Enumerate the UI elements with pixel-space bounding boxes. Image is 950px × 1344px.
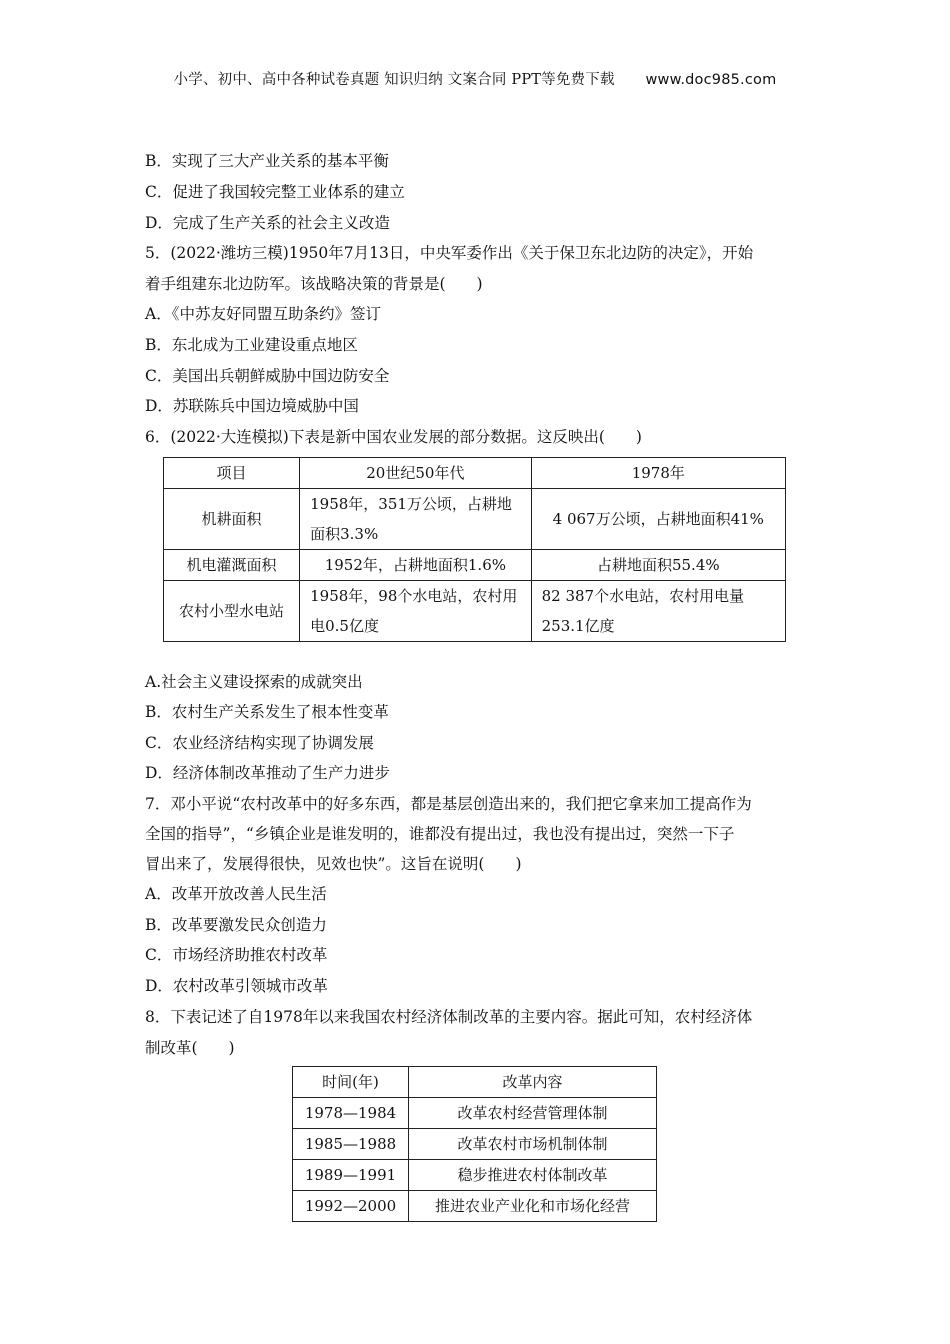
question-5-line-2: 着手组建东北边防军。该战略决策的背景是( )	[145, 275, 483, 293]
question-6: 6．(2022·大连模拟)下表是新中国农业发展的部分数据。这反映出( )	[145, 428, 642, 446]
table-cell: 1978—1984	[293, 1098, 409, 1129]
option-5b: B．东北成为工业建设重点地区	[145, 336, 358, 354]
option-7d: D．农村改革引领城市改革	[145, 977, 328, 995]
option-6d: D．经济体制改革推动了生产力进步	[145, 764, 390, 782]
table-cell: 机电灌溉面积	[164, 550, 300, 581]
option-4b: B．实现了三大产业关系的基本平衡	[145, 152, 389, 170]
table-header: 改革内容	[409, 1067, 657, 1098]
option-4c: C．促进了我国较完整工业体系的建立	[145, 183, 405, 201]
header-text: 小学、初中、高中各种试卷真题 知识归纳 文案合同 PPT等免费下载	[173, 72, 615, 88]
question-7-line-2: 全国的指导”，“乡镇企业是谁发明的，谁都没有提出过，我也没有提出过，突然一下子	[145, 825, 735, 843]
table-header-row	[293, 1067, 657, 1098]
question-5-line-1: 5．(2022·潍坊三模)1950年7月13日，中央军委作出《关于保卫东北边防的决定》，开始	[145, 244, 754, 262]
table-cell: 1952年，占耕地面积1.6%	[300, 550, 531, 581]
table-cell: 82 387个水电站，农村用电量253.1亿度	[531, 581, 785, 642]
table-header: 时间(年)	[293, 1067, 409, 1098]
table-cell: 占耕地面积55.4%	[531, 550, 785, 581]
table-row	[164, 550, 786, 581]
table-cell: 机耕面积	[164, 489, 300, 550]
table-cell: 农村小型水电站	[164, 581, 300, 642]
table-row	[293, 1098, 657, 1129]
option-6c: C．农业经济结构实现了协调发展	[145, 734, 374, 752]
table-header: 1978年	[531, 458, 785, 489]
table-cell: 1985—1988	[293, 1129, 409, 1160]
table-cell: 1958年，351万公顷，占耕地面积3.3%	[300, 489, 531, 550]
option-4d: D．完成了生产关系的社会主义改造	[145, 214, 390, 232]
table-cell: 1958年，98个水电站，农村用电0.5亿度	[300, 581, 531, 642]
table-cell: 改革农村市场机制体制	[409, 1129, 657, 1160]
option-6b: B．农村生产关系发生了根本性变革	[145, 703, 389, 721]
header-site: www.doc985.com	[645, 72, 777, 88]
reform-timeline-table	[292, 1066, 657, 1222]
table-cell: 改革农村经营管理体制	[409, 1098, 657, 1129]
table-row	[293, 1160, 657, 1191]
option-5d: D．苏联陈兵中国边境威胁中国	[145, 397, 359, 415]
table-cell: 1989—1991	[293, 1160, 409, 1191]
table-cell: 推进农业产业化和市场化经营	[409, 1191, 657, 1222]
question-8-line-1: 8．下表记述了自1978年以来我国农村经济体制改革的主要内容。据此可知，农村经济体	[145, 1008, 753, 1026]
question-8-line-2: 制改革( )	[145, 1039, 235, 1057]
question-7-line-3: 冒出来了，发展得很快，见效也快”。这旨在说明( )	[145, 855, 522, 873]
agriculture-data-table	[163, 457, 786, 642]
table-row	[164, 489, 786, 550]
option-7c: C．市场经济助推农村改革	[145, 946, 328, 964]
page-header	[0, 68, 950, 89]
table-row	[164, 581, 786, 642]
option-5a: A．《中苏友好同盟互助条约》签订	[145, 305, 381, 323]
table-header-row	[164, 458, 786, 489]
table-header: 20世纪50年代	[300, 458, 531, 489]
table-row	[293, 1191, 657, 1222]
question-7-line-1: 7．邓小平说“农村改革中的好多东西，都是基层创造出来的，我们把它拿来加工提高作为	[145, 795, 752, 813]
option-5c: C．美国出兵朝鲜威胁中国边防安全	[145, 367, 390, 385]
table-cell: 1992—2000	[293, 1191, 409, 1222]
table-cell: 稳步推进农村体制改革	[409, 1160, 657, 1191]
option-7a: A．改革开放改善人民生活	[145, 885, 327, 903]
table-row	[293, 1129, 657, 1160]
option-7b: B．改革要激发民众创造力	[145, 916, 327, 934]
table-cell: 4 067万公顷，占耕地面积41%	[531, 489, 785, 550]
option-6a: A.社会主义建设探索的成就突出	[145, 673, 363, 691]
table-header: 项目	[164, 458, 300, 489]
